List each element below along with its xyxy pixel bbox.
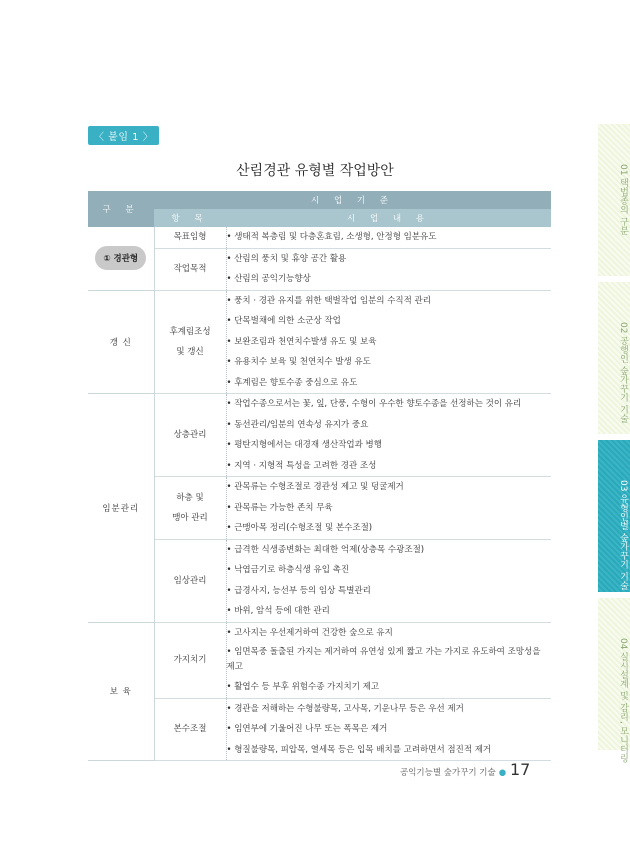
bullet-text: 급경사지, 능선부 등의 임상 특별관리: [234, 585, 371, 596]
content-bullet: [227, 623, 552, 644]
category-cell: [88, 290, 154, 394]
bullet-text: 보완조림과 천연치수발생 유도 및 보육: [234, 336, 377, 347]
page-number: 17: [510, 760, 531, 779]
bullet-icon: •: [226, 295, 235, 306]
item-name: 하층 및: [176, 492, 204, 503]
bullet-icon: •: [226, 316, 235, 326]
item-name: 맹아 관리: [172, 512, 208, 523]
bullet-text: 산림의 풍치 및 휴양 공간 활용: [234, 253, 347, 264]
bullet-text: 임면목중 돌출된 가지는 제거하여 유연성 있게 짧고 가는 가지로 유도하여 조망성을 제고: [226, 647, 541, 672]
item-cell: [154, 539, 226, 622]
work-plan-table: [88, 191, 551, 761]
bullet-text: 평탄지형에서는 대경재 생산작업과 병행: [234, 440, 382, 450]
category-cell: [88, 394, 154, 623]
category-label: 보 육: [109, 687, 132, 698]
bullet-text: 산림의 공익기능향상: [234, 274, 311, 284]
footer-dot-icon: ●: [498, 768, 507, 778]
table-row: [88, 477, 551, 540]
header-content: 시 업 내 용: [226, 209, 551, 227]
header-item: 항 목: [154, 209, 226, 227]
content-cell: [226, 539, 551, 622]
content-bullet: [227, 373, 552, 394]
bullet-text: 임연부에 기울어진 나무 또는 폭목은 제거: [234, 724, 388, 734]
bullet-icon: •: [226, 682, 235, 692]
bullet-text: 바위, 암석 등에 대한 관리: [234, 606, 330, 616]
page-title: 산림경관 유형별 작업방안: [236, 163, 394, 179]
table-row: [88, 248, 551, 290]
bullet-text: 형질불량목, 피압목, 열세목 등은 입목 배치를 고려하면서 점진적 제거: [234, 744, 492, 755]
item-cell: [154, 698, 226, 761]
bullet-icon: •: [226, 606, 235, 616]
bullet-icon: •: [226, 440, 235, 450]
table-body: [88, 227, 551, 761]
side-tab-4[interactable]: 04 실시설계 및 감리, 모니터링: [598, 598, 630, 750]
content-cell: [226, 394, 551, 477]
item-cell: [154, 227, 226, 248]
content-bullet: [227, 477, 552, 498]
bullet-icon: •: [226, 565, 235, 575]
footer-caption-text: 공익기능별 숲가꾸기 기술: [400, 768, 496, 778]
bullet-text: 고사지는 우선제거하여 건강한 숲으로 유지: [234, 627, 393, 638]
appendix-badge: 〈 붙임 1 〉: [88, 126, 159, 145]
content-bullet: [227, 498, 552, 519]
header-category: 구 분: [88, 191, 154, 227]
bullet-text: 생태적 복층림 및 다층혼효림, 소생형, 안정형 임분유도: [234, 232, 437, 242]
content-bullet: [227, 291, 552, 312]
table-row: [88, 394, 551, 477]
bullet-icon: •: [226, 357, 235, 367]
item-name: 본수조절: [173, 724, 207, 735]
content-bullet: [227, 677, 552, 698]
content-bullet: [227, 601, 552, 622]
content-bullet: [227, 643, 552, 677]
table-row: [88, 227, 551, 248]
bullet-icon: •: [226, 647, 235, 657]
content-bullet: [227, 269, 552, 290]
item-name: 임상관리: [173, 575, 207, 586]
content-bullet: [227, 249, 552, 270]
content-bullet: [227, 740, 552, 761]
item-cell: [154, 394, 226, 477]
bullet-icon: •: [226, 482, 235, 492]
item-name: 상층관리: [173, 430, 207, 440]
bullet-text: 급격한 식생종변화는 최대한 억제(상층목 수광조절): [234, 544, 425, 555]
item-cell: [154, 622, 226, 698]
table-row: [88, 698, 551, 761]
bullet-icon: •: [226, 523, 235, 533]
bullet-text: 유용치수 보육 및 천연치수 발생 유도: [234, 357, 371, 367]
content-bullet: [227, 540, 552, 561]
bullet-icon: •: [226, 377, 235, 388]
bullet-icon: •: [226, 544, 235, 555]
bullet-text: 활엽수 등 부후 위험수종 가지치기 제고: [234, 682, 380, 692]
bullet-icon: •: [226, 744, 235, 755]
category-label: 갱 신: [109, 337, 132, 348]
bullet-text: 동선관리/임분의 연속성 유지가 중요: [234, 419, 369, 430]
bullet-icon: •: [226, 627, 235, 638]
bullet-icon: •: [226, 232, 235, 242]
bullet-text: 관목류는 가능한 존치 무육: [234, 502, 333, 513]
content-bullet: [227, 719, 552, 740]
bullet-text: 지역 · 지형적 특성을 고려한 경관 조성: [234, 460, 377, 471]
footer-caption: [400, 766, 506, 778]
table-row: [88, 290, 551, 394]
content-bullet: [227, 581, 552, 602]
content-cell: [226, 227, 551, 248]
bullet-text: 관목류는 수형조절로 경관성 제고 및 덩굴제거: [234, 482, 404, 492]
side-tab-1[interactable]: 01 택법종의 구분: [598, 124, 630, 276]
side-tab-3[interactable]: 03 유형인별 숲가꾸기 기술: [598, 440, 630, 592]
bullet-icon: •: [226, 253, 235, 264]
bullet-icon: •: [226, 502, 235, 513]
item-cell: [154, 248, 226, 290]
side-tab-2[interactable]: 02 공행인 숲가꾸기 기술: [598, 282, 630, 434]
bullet-text: 작업수종으로서는 꽃, 잎, 단풍, 수형이 우수한 향토수종을 선정하는 것이 유리: [234, 399, 522, 409]
table-row: [88, 539, 551, 622]
bullet-text: 단목벌채에 의한 소군상 작업: [234, 316, 341, 326]
category-cell: [88, 622, 154, 761]
category-cell: [88, 227, 154, 290]
content-cell: [226, 698, 551, 761]
item-name: 목표임형: [173, 232, 207, 243]
item-name: 가지치기: [173, 655, 207, 665]
item-cell: [154, 477, 226, 540]
content-bullet: [227, 311, 552, 332]
bullet-text: 근맹아목 정리(수형조절 및 본수조절): [234, 523, 373, 533]
bullet-text: 낙엽금기로 하층식생 유입 촉진: [234, 565, 350, 575]
bullet-text: 풍치 · 경관 유지를 위한 택벌작업 임분의 수직적 관리: [234, 295, 431, 306]
content-bullet: [227, 352, 552, 373]
content-bullet: [227, 518, 552, 539]
content-cell: [226, 290, 551, 394]
category-pill: ① 경관형: [95, 246, 146, 270]
bullet-icon: •: [226, 419, 235, 430]
content-cell: [226, 477, 551, 540]
bullet-text: 경관을 저해하는 수형불량목, 고사목, 기운나무 등은 우선 제거: [234, 703, 464, 714]
item-cell: [154, 290, 226, 394]
bullet-icon: •: [226, 460, 235, 471]
item-name: 및 갱신: [176, 346, 204, 357]
bullet-icon: •: [226, 724, 235, 734]
content-bullet: [227, 560, 552, 581]
content-bullet: [227, 699, 552, 720]
bullet-icon: •: [226, 703, 235, 714]
content-bullet: [227, 456, 552, 477]
content-bullet: [227, 415, 552, 436]
content-bullet: [227, 435, 552, 456]
bullet-icon: •: [226, 399, 235, 409]
content-bullet: [227, 332, 552, 353]
bullet-icon: •: [226, 336, 235, 347]
content-cell: [226, 622, 551, 698]
header-criteria: 시 업 기 준: [154, 191, 551, 209]
bullet-icon: •: [226, 274, 235, 284]
table-row: [88, 622, 551, 698]
content-cell: [226, 248, 551, 290]
bullet-text: 후계림은 향토수종 중심으로 유도: [234, 377, 358, 388]
item-name: 작업목적: [173, 264, 207, 274]
bullet-icon: •: [226, 585, 235, 596]
category-label: 임분관리: [102, 503, 140, 514]
content-bullet: [227, 394, 552, 415]
content-bullet: [227, 227, 552, 248]
item-name: 후계림조성: [169, 326, 211, 337]
